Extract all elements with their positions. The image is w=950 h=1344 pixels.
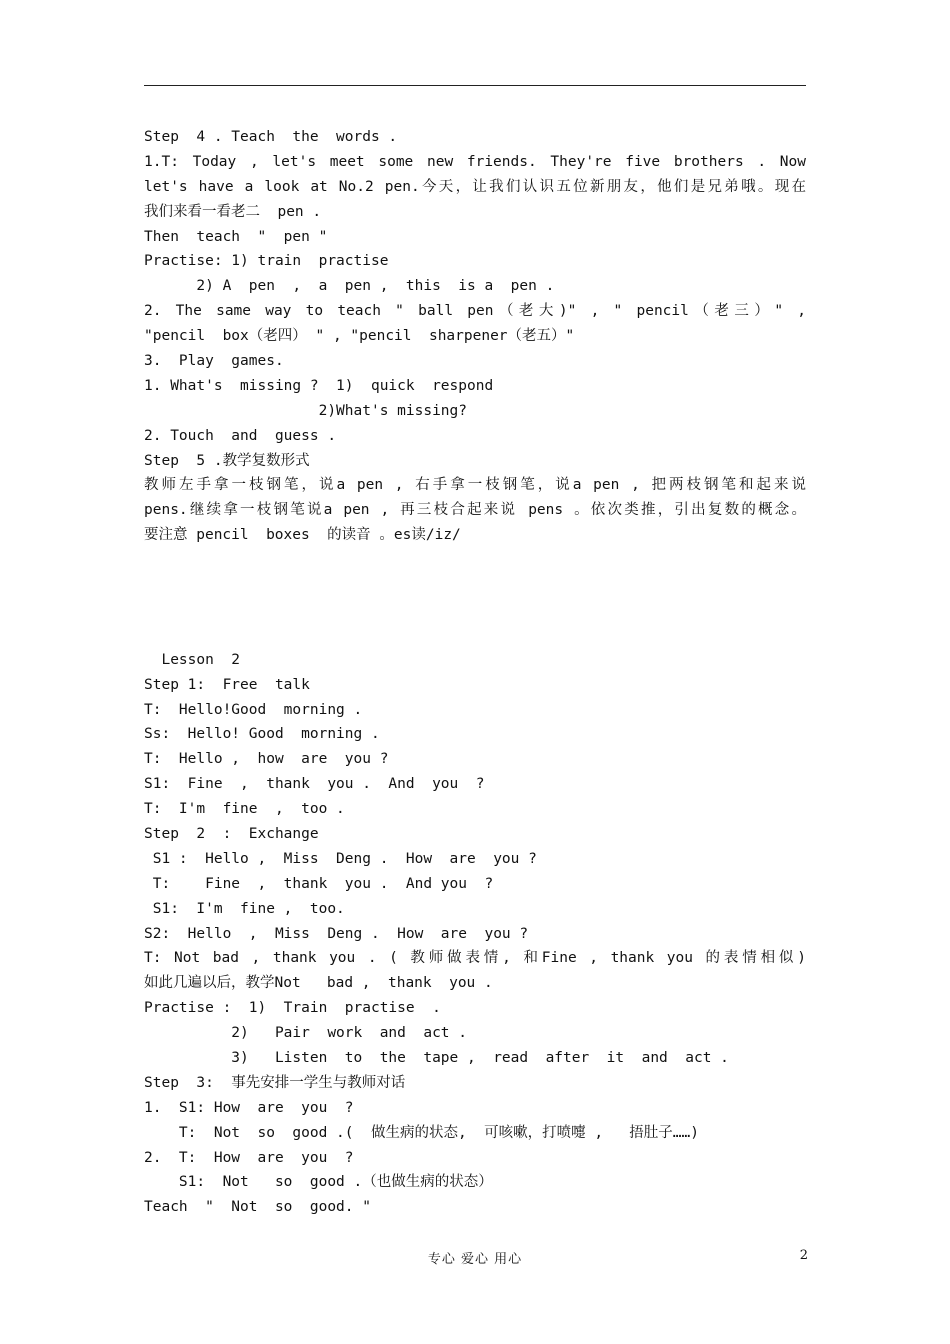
text-line: S1 : Hello , Miss Deng . How are you ? — [144, 850, 537, 867]
text-line: 3) Listen to the tape , read after it and act . — [144, 1049, 729, 1066]
text-line: Practise: 1) train practise — [144, 253, 389, 270]
text-line: Ss: Hello! Good morning . — [144, 726, 380, 743]
text-line: "pencil box（老四） " , "pencil sharpener（老五）" — [144, 328, 575, 345]
text-line: T: Not so good .( 做生病的状态, 可咳嗽，打喷嚏 , 捂肚子……) — [144, 1124, 699, 1141]
text-line: Step 4 . Teach the words . — [144, 129, 398, 145]
text-line: S1: I'm fine , too. — [144, 900, 345, 917]
page-footer — [0, 1248, 950, 1270]
page-number: 2 — [799, 1248, 808, 1263]
text-line: Step 1: Free talk — [144, 676, 310, 693]
text-line: S1: Not so good .（也做生病的状态） — [144, 1174, 493, 1191]
text-line: Practise : 1) Train practise . — [144, 1000, 441, 1017]
text-line: 我们来看一看老二 pen . — [144, 203, 322, 220]
text-line: Teach " Not so good. " — [144, 1199, 371, 1216]
text-line: pens.继续拿一枝钢笔说a pen , 再三枝合起来说 pens 。依次类推，引出复数的概念。 — [144, 502, 806, 519]
text-line: T: Hello , how are you ? — [144, 751, 389, 768]
text-line: 1. What's missing ? 1) quick respond — [144, 377, 494, 394]
text-line: Step 5 .教学复数形式 — [144, 452, 310, 469]
text-line: 如此几遍以后，教学Not bad , thank you . — [144, 975, 493, 992]
text-line: 1.T: Today , let's meet some new friends. They're five brothers . Now — [144, 153, 806, 170]
text-line: Then teach " pen " — [144, 228, 328, 245]
text-line: 2) A pen , a pen , this is a pen . — [144, 278, 555, 295]
lesson-heading: Lesson 2 — [144, 651, 241, 668]
text-line: 2. The same way to teach " ball pen（老大)" , " pencil（老三）" , — [144, 303, 806, 320]
text-line: T: Hello!Good morning . — [144, 701, 363, 718]
text-line: S1: Fine , thank you . And you ? — [144, 776, 485, 793]
text-line: Step 3: 事先安排一学生与教师对话 — [144, 1074, 406, 1091]
header-rule — [144, 85, 806, 86]
text-line: 3. Play games. — [144, 353, 284, 370]
text-line: 2)What's missing? — [144, 402, 468, 419]
text-line: let's have a look at No.2 pen.今天，让我们认识五位新朋友，他们是兄弟哦。现在 — [144, 178, 806, 195]
text-line: S2: Hello , Miss Deng . How are you ? — [144, 925, 529, 942]
text-line: 2) Pair work and act . — [144, 1025, 468, 1042]
text-line: 2. Touch and guess . — [144, 427, 337, 444]
text-line: T: I'm fine , too . — [144, 801, 345, 818]
text-line: 2. T: How are you ? — [144, 1149, 354, 1166]
text-line: T: Fine , thank you . And you ? — [144, 875, 494, 892]
text-line: 教师左手拿一枝钢笔，说a pen , 右手拿一枝钢笔，说a pen , 把两枝钢笔和起来说 — [144, 477, 806, 494]
text-line: 要注意 pencil boxes 的读音 。es读/iz/ — [144, 527, 461, 544]
text-line: T: Not bad , thank you . ( 教师做表情, 和Fine , thank you 的表情相似) — [144, 950, 806, 967]
lesson-plan-text — [144, 125, 806, 1220]
section-gap — [144, 548, 806, 648]
footer-motto: 专心 爱心 用心 — [427, 1252, 523, 1267]
text-line: Step 2 : Exchange — [144, 825, 319, 842]
text-line: 1. S1: How are you ? — [144, 1099, 354, 1116]
